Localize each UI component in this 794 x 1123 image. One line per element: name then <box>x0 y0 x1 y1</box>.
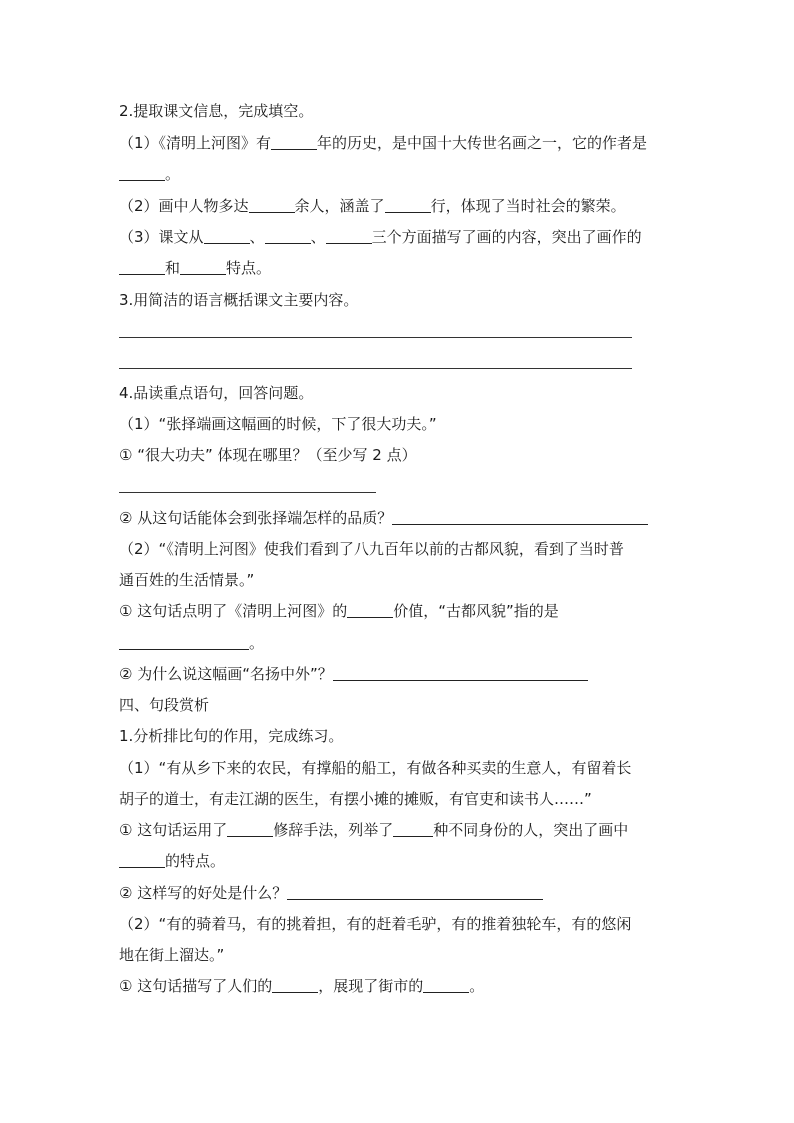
sec4-p1a: （1）“有从乡下来的农民，有撑船的船工，有做各种买卖的生意人，有留着长 <box>119 759 632 777</box>
q3-title: 3.用简洁的语言概括课文主要内容。 <box>119 291 359 309</box>
blank[interactable] <box>326 228 372 244</box>
q4-s1b: ② 从这句话能体会到张择端怎样的品质？ <box>119 508 648 528</box>
sec4-p1d: 的特点。 <box>119 851 225 871</box>
q4-s2d: ② 为什么说这幅画“名扬中外”？ <box>119 664 588 684</box>
answer-blank[interactable] <box>287 884 543 900</box>
sec4-title: 四、句段赏析 <box>119 696 210 714</box>
blank[interactable] <box>119 852 165 868</box>
sec4-p2a: （2）“有的骑着马，有的挑着担，有的赶着毛驴，有的推着独轮车，有的悠闲 <box>119 915 632 933</box>
q4-s2c-cont: 。 <box>119 633 264 653</box>
blank[interactable] <box>347 602 393 618</box>
q4-s2b: 通百姓的生活情景。” <box>119 571 255 589</box>
q2-item1-cont: 。 <box>119 164 180 184</box>
blank[interactable] <box>119 259 165 275</box>
answer-blank[interactable] <box>392 509 648 525</box>
q4-s1: （1）“张择端画这幅画的时候，下了很大功夫。” <box>119 415 437 433</box>
blank[interactable] <box>249 197 295 213</box>
sec4-p2b: 地在街上溜达。” <box>119 946 225 964</box>
blank[interactable] <box>204 228 250 244</box>
q4-s2c: ① 这句话点明了《清明上河图》的 价值，“古都风貌”指的是 <box>119 602 559 620</box>
blank[interactable] <box>227 821 273 837</box>
answer-line[interactable] <box>119 492 376 493</box>
blank[interactable] <box>385 197 431 213</box>
blank[interactable] <box>119 165 165 181</box>
q4-s2a: （2）“《清明上河图》使我们看到了八九百年以前的古都风貌，看到了当时普 <box>119 540 624 558</box>
blank[interactable] <box>119 634 249 650</box>
sec4-p1e: ② 这样写的好处是什么？ <box>119 883 543 903</box>
blank[interactable] <box>272 977 318 993</box>
blank[interactable] <box>423 977 469 993</box>
answer-line[interactable] <box>119 368 632 369</box>
blank[interactable] <box>180 259 226 275</box>
q2-item3-cont: 和 特点。 <box>119 258 271 278</box>
answer-line[interactable] <box>119 337 632 338</box>
q2-item1: （1）《清明上河图》有 年的历史，是中国十大传世名画之一，它的作者是 <box>119 134 648 152</box>
blank[interactable] <box>265 228 311 244</box>
sec4-p2c: ① 这句话描写了人们的 ，展现了街市的 。 <box>119 977 485 995</box>
sec4-p1b: 胡子的道士，有走江湖的医生，有摆小摊的摊贩，有官吏和读书人……” <box>119 790 592 808</box>
blank[interactable] <box>393 821 433 837</box>
q2-item2: （2）画中人物多达 余人，涵盖了 行，体现了当时社会的繁荣。 <box>119 197 626 215</box>
sec4-p1c: ① 这句话运用了 修辞手法，列举了 种不同身份的人，突出了画中 <box>119 821 629 839</box>
q2-item3: （3）课文从 、 、 三个方面描写了画的内容，突出了画作的 <box>119 228 642 246</box>
q4-s1a: ① “很大功夫” 体现在哪里？（至少写 2 点） <box>119 446 417 464</box>
q2-title: 2.提取课文信息，完成填空。 <box>119 102 314 120</box>
blank[interactable] <box>271 134 317 150</box>
q4-title: 4.品读重点语句，回答问题。 <box>119 384 314 402</box>
answer-blank[interactable] <box>333 665 588 681</box>
sec4-q1: 1.分析排比句的作用，完成练习。 <box>119 727 344 745</box>
